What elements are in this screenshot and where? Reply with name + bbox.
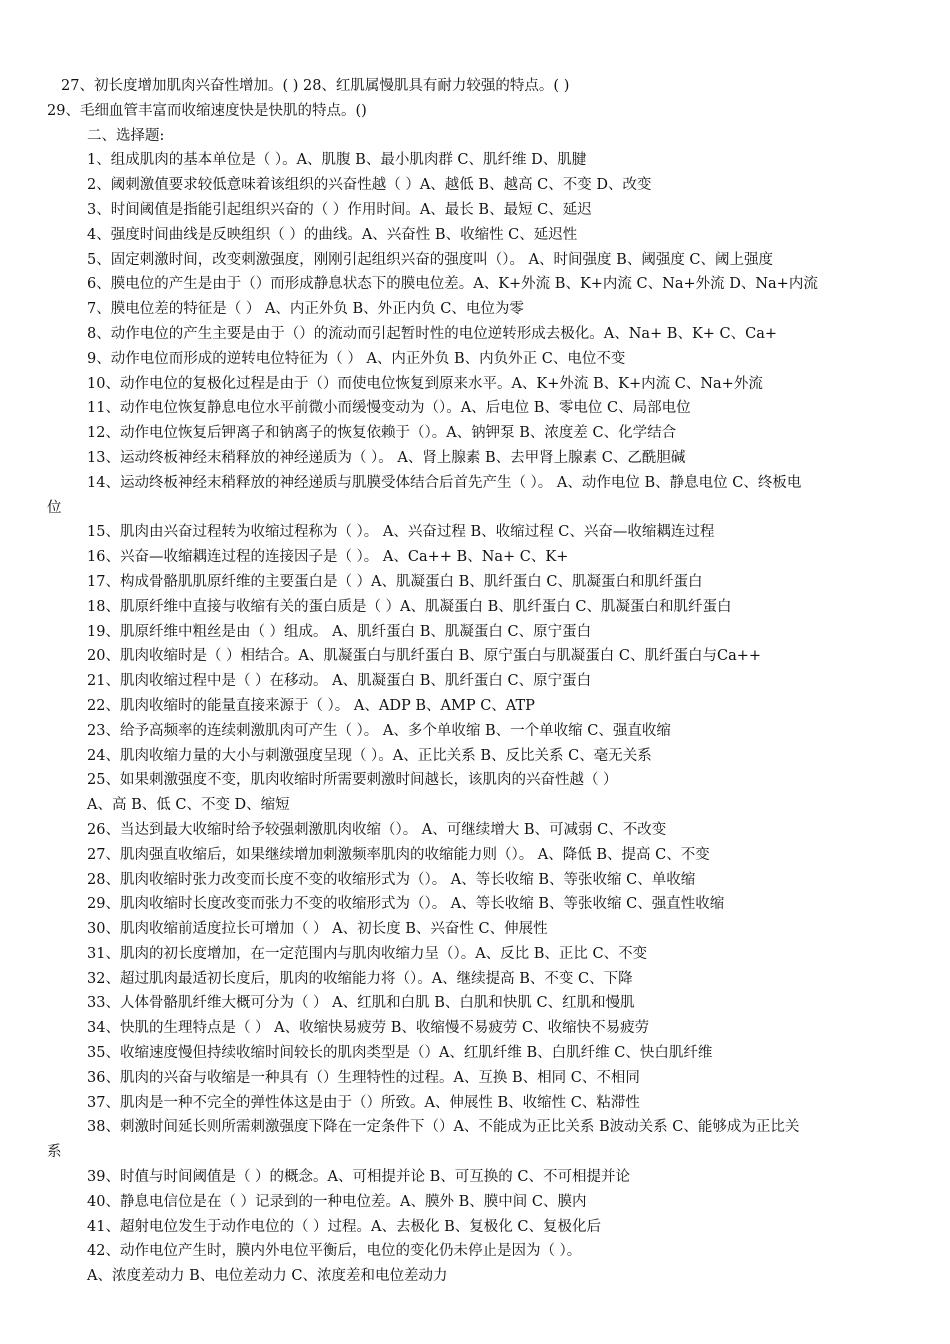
text-line: 42、动作电位产生时，膜内外电位平衡后，电位的变化仍未停止是因为（ ）。 xyxy=(87,1243,582,1260)
text-line: 32、超过肌肉最适初长度后，肌肉的收缩能力将（）。A、继续提高 B、不变 C、下降 xyxy=(87,970,633,987)
text-line: 24、肌肉收缩力量的大小与刺激强度呈现（ ）。A、正比关系 B、反比关系 C、毫无关系 xyxy=(87,747,652,764)
text-line: 5、固定刺激时间，改变刺激强度，刚刚引起组织兴奋的强度叫（）。 A、时间强度 B、阈强度 C、阈上强度 xyxy=(87,251,774,268)
text-line: 41、超射电位发生于动作电位的（ ）过程。A、去极化 B、复极化 C、复极化后 xyxy=(87,1218,601,1235)
text-line: 7、膜电位差的特征是（ ） A、内正外负 B、外正内负 C、电位为零 xyxy=(87,301,524,318)
text-line: 40、静息电信位是在（ ）记录到的一种电位差。A、膜外 B、膜中间 C、膜内 xyxy=(87,1193,587,1210)
text-line: 30、肌肉收缩前适度拉长可增加（ ） A、初长度 B、兴奋性 C、伸展性 xyxy=(87,921,548,938)
text-line: 3、时间阈值是指能引起组织兴奋的（ ）作用时间。A、最长 B、最短 C、延迟 xyxy=(87,201,592,218)
text-line: 18、肌原纤维中直接与收缩有关的蛋白质是（ ）A、肌凝蛋白 B、肌纤蛋白 C、肌凝蛋白和肌纤蛋白 xyxy=(87,598,732,615)
text-line: 12、动作电位恢复后钾离子和钠离子的恢复依赖于（）。A、钠钾泵 B、浓度差 C、化学结合 xyxy=(87,425,677,442)
text-line: 20、肌肉收缩时是（ ）相结合。A、肌凝蛋白与肌纤蛋白 B、原宁蛋白与肌凝蛋白 C、肌纤蛋白与Ca++ xyxy=(87,648,762,665)
text-line: 26、当达到最大收缩时给予较强刺激肌肉收缩（）。 A、可继续增大 B、可减弱 C、不改变 xyxy=(87,821,667,838)
text-line: A、浓度差动力 B、电位差动力 C、浓度差和电位差动力 xyxy=(87,1268,448,1285)
question-list xyxy=(47,74,910,1289)
text-line: 39、时值与时间阈值是（ ）的概念。A、可相提并论 B、可互换的 C、不可相提并论 xyxy=(87,1169,630,1186)
text-line: 10、动作电位的复极化过程是由于（）而使电位恢复到原来水平。A、K+外流 B、K+内流 C、Na+外流 xyxy=(87,375,763,392)
text-line: 13、运动终板神经末稍释放的神经递质为（ ）。 A、肾上腺素 B、去甲肾上腺素 C、乙酰胆碱 xyxy=(87,449,686,466)
text-line: 23、给予高频率的连续刺激肌肉可产生（ ）。 A、多个单收缩 B、一个单收缩 C、强直收缩 xyxy=(87,722,671,739)
text-line: 34、快肌的生理特点是（ ） A、收缩快易疲劳 B、收缩慢不易疲劳 C、收缩快不易疲劳 xyxy=(87,1020,650,1037)
text-line: 27、初长度增加肌肉兴奋性增加。( ) 28、红肌属慢肌具有耐力较强的特点。( ) xyxy=(61,78,570,94)
text-line: 29、毛细血管丰富而收缩速度快是快肌的特点。() xyxy=(47,102,367,119)
text-line: 19、肌原纤维中粗丝是由（ ）组成。 A、肌纤蛋白 B、肌凝蛋白 C、原宁蛋白 xyxy=(87,623,592,640)
text-line: 6、膜电位的产生是由于（）而形成静息状态下的膜电位差。A、K+外流 B、K+内流 C、Na+外流 D、Na+内流 xyxy=(87,276,818,293)
text-line: A、高 B、低 C、不变 D、缩短 xyxy=(87,797,290,814)
text-line: 33、人体骨骼肌纤维大概可分为（ ） A、红肌和白肌 B、白肌和快肌 C、红肌和慢肌 xyxy=(87,995,635,1012)
text-line: 15、肌肉由兴奋过程转为收缩过程称为（ ）。 A、兴奋过程 B、收缩过程 C、兴奋—收缩耦连过程 xyxy=(87,524,715,541)
text-line: 14、运动终板神经末稍释放的神经递质与肌膜受体结合后首先产生（ ）。 A、动作电位 B、静息电位 C、终板电 xyxy=(87,474,802,491)
text-line: 系 xyxy=(47,1144,62,1161)
text-line: 21、肌肉收缩过程中是（ ）在移动。 A、肌凝蛋白 B、肌纤蛋白 C、原宁蛋白 xyxy=(87,673,592,690)
text-line: 36、肌肉的兴奋与收缩是一种具有（）生理特性的过程。A、互换 B、相同 C、不相同 xyxy=(87,1069,640,1086)
text-line: 22、肌肉收缩时的能量直接来源于（ ）。 A、ADP B、AMP C、ATP xyxy=(87,697,535,714)
text-line: 37、肌肉是一种不完全的弹性体这是由于（）所致。A、伸展性 B、收缩性 C、粘滞性 xyxy=(87,1094,640,1111)
text-line: 31、肌肉的初长度增加，在一定范围内与肌肉收缩力呈（）。A、反比 B、正比 C、不变 xyxy=(87,945,648,962)
text-line: 17、构成骨骼肌肌原纤维的主要蛋白是（ ）A、肌凝蛋白 B、肌纤蛋白 C、肌凝蛋白和肌纤蛋白 xyxy=(87,573,703,590)
text-line: 38、刺激时间延长则所需刺激强度下降在一定条件下（）A、不能成为正比关系 B波动关系 C、能够成为正比关 xyxy=(87,1119,800,1136)
text-line: 35、收缩速度慢但持续收缩时间较长的肌肉类型是（）A、红肌纤维 B、白肌纤维 C、快白肌纤维 xyxy=(87,1045,713,1062)
text-line: 25、如果刺激强度不变，肌肉收缩时所需要刺激时间越长，该肌肉的兴奋性越（ ） xyxy=(87,772,618,789)
text-line: 27、肌肉强直收缩后，如果继续增加刺激频率肌肉的收缩能力则（）。 A、降低 B、提高 C、不变 xyxy=(87,846,710,863)
text-line: 位 xyxy=(47,499,62,516)
text-line: 11、动作电位恢复静息电位水平前微小而缓慢变动为（）。A、后电位 B、零电位 C、局部电位 xyxy=(87,400,691,417)
text-line: 16、兴奋—收缩耦连过程的连接因子是（ ）。 A、Ca++ B、Na+ C、K+ xyxy=(87,549,569,566)
text-line: 28、肌肉收缩时张力改变而长度不变的收缩形式为（）。 A、等长收缩 B、等张收缩 C、单收缩 xyxy=(87,871,696,888)
text-line: 1、组成肌肉的基本单位是（ ）。A、肌腹 B、最小肌肉群 C、肌纤维 D、肌腱 xyxy=(87,152,587,169)
text-line: 9、动作电位而形成的逆转电位特征为（ ） A、内正外负 B、内负外正 C、电位不变 xyxy=(87,350,626,367)
text-line: 2、阈刺激值要求较低意味着该组织的兴奋性越（ ）A、越低 B、越高 C、不变 D、改变 xyxy=(87,177,652,194)
text-line: 4、强度时间曲线是反映组织（ ）的曲线。A、兴奋性 B、收缩性 C、延迟性 xyxy=(87,226,578,243)
text-line: 8、动作电位的产生主要是由于（）的流动而引起暂时性的电位逆转形成去极化。A、Na+ B、K+ C、Ca+ xyxy=(87,325,778,342)
text-line: 二、选择题: xyxy=(87,127,165,144)
text-line: 29、肌肉收缩时长度改变而张力不变的收缩形式为（）。 A、等长收缩 B、等张收缩 C、强直性收缩 xyxy=(87,896,725,913)
